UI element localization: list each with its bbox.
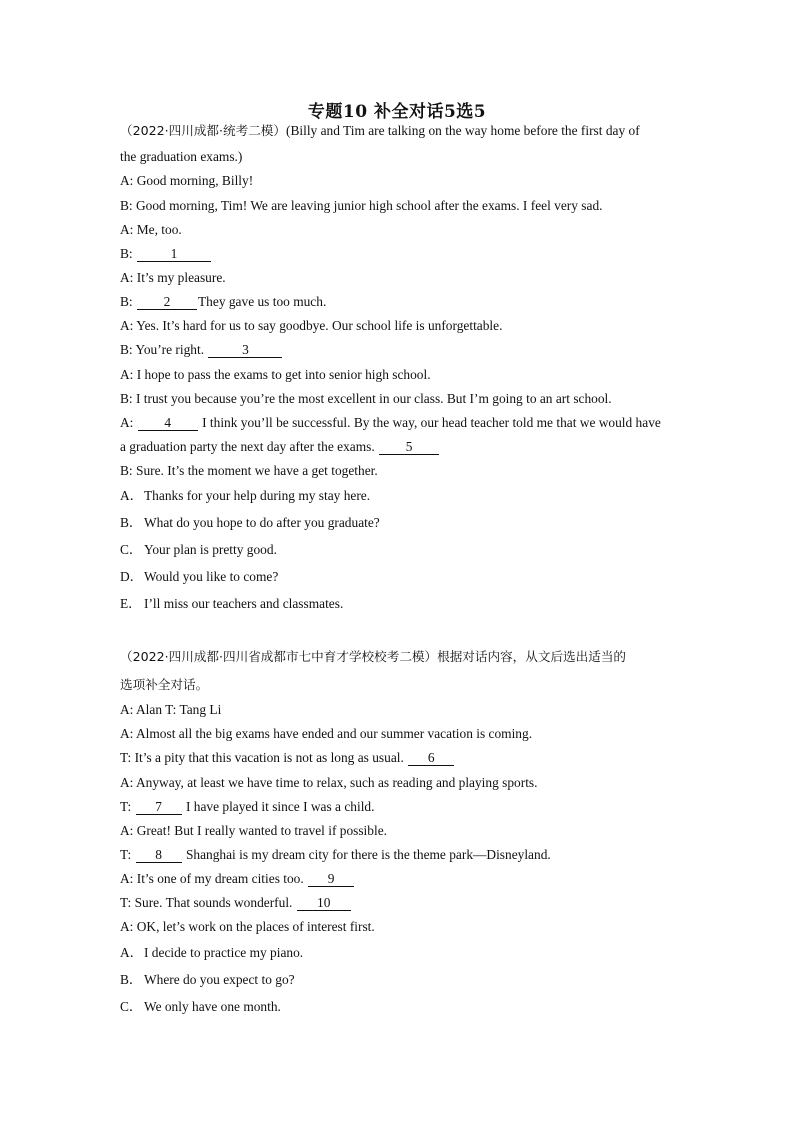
option-letter: D． bbox=[120, 569, 144, 584]
option-item bbox=[120, 514, 680, 532]
dialog-line bbox=[120, 245, 680, 263]
dialog-line: A: Alan T: Tang Li bbox=[120, 702, 222, 717]
option-item bbox=[120, 595, 680, 613]
option-letter: B． bbox=[120, 515, 143, 530]
section1-intro-a: (Billy and Tim are talking on the way home before the first day of bbox=[286, 123, 640, 138]
option-text: Where do you expect to go? bbox=[144, 972, 295, 987]
section1-intro-line1 bbox=[120, 122, 680, 140]
speaker-label: B: bbox=[120, 246, 136, 261]
dialog-text: a graduation party the next day after the exams. bbox=[120, 439, 379, 454]
section1-source: （2022·四川成都·统考二模） bbox=[120, 123, 286, 138]
speaker-label: A: bbox=[120, 415, 137, 430]
option-item bbox=[120, 568, 680, 586]
answer-blank-10[interactable]: 10 bbox=[297, 896, 351, 911]
dialog-text: They gave us too much. bbox=[198, 294, 327, 309]
section2-source-a: （2022·四川成都·四川省成都市七中育才学校校考二模）根据对话内容，从文后选出适当的 bbox=[120, 649, 627, 664]
dialog-line: A: Almost all the big exams have ended and our summer vacation is coming. bbox=[120, 726, 533, 741]
option-item bbox=[120, 487, 680, 505]
dialog-line: A: OK, let’s work on the places of interest first. bbox=[120, 919, 375, 934]
section2-source-b: 选项补全对话。 bbox=[120, 677, 209, 692]
option-text: I decide to practice my piano. bbox=[144, 945, 304, 960]
option-letter: B． bbox=[120, 972, 143, 987]
dialog-line: A: It’s my pleasure. bbox=[120, 270, 226, 285]
option-text: Your plan is pretty good. bbox=[144, 542, 277, 557]
dialog-line: A: I hope to pass the exams to get into senior high school. bbox=[120, 367, 431, 382]
answer-blank-4[interactable]: 4 bbox=[138, 416, 198, 431]
option-text: We only have one month. bbox=[144, 999, 281, 1014]
dialog-line: A: Anyway, at least we have time to relax, such as reading and playing sports. bbox=[120, 775, 538, 790]
answer-blank-8[interactable]: 8 bbox=[136, 848, 182, 863]
answer-blank-9[interactable]: 9 bbox=[308, 872, 354, 887]
option-letter: A． bbox=[120, 945, 144, 960]
section1-intro-b: the graduation exams.) bbox=[120, 149, 243, 164]
dialog-line bbox=[120, 870, 680, 888]
option-text: Would you like to come? bbox=[144, 569, 279, 584]
option-item bbox=[120, 944, 680, 962]
option-text: Thanks for your help during my stay here. bbox=[144, 488, 371, 503]
dialog-text: I have played it since I was a child. bbox=[182, 799, 375, 814]
option-item bbox=[120, 541, 680, 559]
dialog-line: A: Me, too. bbox=[120, 222, 182, 237]
dialog-line: B: Good morning, Tim! We are leaving junior high school after the exams. I feel very sad. bbox=[120, 198, 603, 213]
dialog-line bbox=[120, 414, 680, 432]
dialog-text: B: You’re right. bbox=[120, 342, 208, 357]
answer-blank-5[interactable]: 5 bbox=[379, 440, 439, 455]
option-letter: C． bbox=[120, 999, 143, 1014]
option-item bbox=[120, 998, 680, 1016]
answer-blank-6[interactable]: 6 bbox=[408, 751, 454, 766]
dialog-text: Shanghai is my dream city for there is the theme park—Disneyland. bbox=[182, 847, 551, 862]
speaker-label: T: bbox=[120, 847, 135, 862]
option-text: I’ll miss our teachers and classmates. bbox=[144, 596, 344, 611]
dialog-line bbox=[120, 846, 680, 864]
dialog-line bbox=[120, 293, 680, 311]
dialog-line bbox=[120, 341, 680, 359]
dialog-text: T: It’s a pity that this vacation is not as long as usual. bbox=[120, 750, 408, 765]
answer-blank-1[interactable]: 1 bbox=[137, 247, 211, 262]
option-item bbox=[120, 971, 680, 989]
dialog-line bbox=[120, 798, 680, 816]
option-text: What do you hope to do after you graduate? bbox=[144, 515, 380, 530]
page-title: 专题10 补全对话5选5 bbox=[307, 102, 487, 122]
answer-blank-7[interactable]: 7 bbox=[136, 800, 182, 815]
speaker-label: T: bbox=[120, 799, 135, 814]
dialog-line: B: Sure. It’s the moment we have a get together. bbox=[120, 463, 378, 478]
answer-blank-2[interactable]: 2 bbox=[137, 295, 197, 310]
option-letter: E． bbox=[120, 596, 142, 611]
dialog-line bbox=[120, 438, 680, 456]
dialog-text: A: It’s one of my dream cities too. bbox=[120, 871, 308, 886]
option-letter: C． bbox=[120, 542, 143, 557]
answer-blank-3[interactable]: 3 bbox=[208, 343, 282, 358]
dialog-line: A: Yes. It’s hard for us to say goodbye. Our school life is unforgettable. bbox=[120, 318, 503, 333]
dialog-line: A: Great! But I really wanted to travel if possible. bbox=[120, 823, 387, 838]
dialog-line bbox=[120, 894, 680, 912]
speaker-label: B: bbox=[120, 294, 136, 309]
dialog-text: T: Sure. That sounds wonderful. bbox=[120, 895, 296, 910]
dialog-line bbox=[120, 749, 680, 767]
dialog-text: I think you’ll be successful. By the way, our head teacher told me that we would have bbox=[198, 415, 661, 430]
option-letter: A． bbox=[120, 488, 144, 503]
dialog-line: A: Good morning, Billy! bbox=[120, 173, 254, 188]
dialog-line: B: I trust you because you’re the most excellent in our class. But I’m going to an art school. bbox=[120, 391, 612, 406]
